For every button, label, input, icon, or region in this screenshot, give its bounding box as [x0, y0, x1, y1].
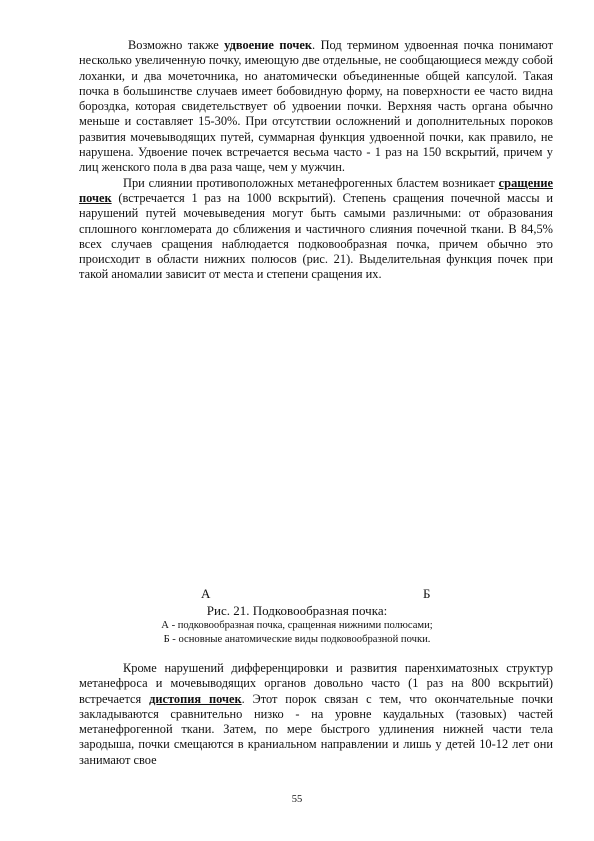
paragraph-kidney-duplication — [79, 38, 553, 176]
paragraph-text: (встречается 1 раз на 1000 вскрытий). Степень сращения почечной массы и нарушений путей мочевыведения могут быть самыми различными: от образования сплошного конгломерата до сближения и частичного слияния почечной ткани. В 84,5% всех случаев сращения наблюдается подковообразная почка, причем обычно это происходит в области нижних полюсов (рис. 21). Выделительная функция почек при такой аномалии зависит от места и степени сращения их. — [79, 190, 553, 282]
paragraph-text: . Этот порок связан с тем, что окончательные почки закладываются сравнительно низко - на уровне каудальных (тазовых) частей метанефрогенной ткани. Затем, по мере быстрого удлинения нижней части тела зародыша, почки смещаются в краниальном направлении и лишь у детей 10-12 лет они занимают свое — [79, 691, 554, 767]
body-text-top — [79, 38, 553, 283]
caption-line-b: Б - основные анатомические виды подковообразной почки. — [163, 634, 431, 645]
figure-label-a: А — [201, 586, 211, 601]
figure-image-area — [79, 360, 553, 580]
page-number: 55 — [291, 794, 303, 805]
caption-title: Рис. 21. Подковообразная почка: — [206, 603, 388, 618]
paragraph-text: Возможно также — [128, 38, 225, 52]
caption-line-a: А - подковообразная почка, сращенная нижними полюсами; — [161, 620, 433, 631]
body-text-bottom — [79, 661, 553, 768]
term-kidney-duplication: удвоение почек — [224, 38, 313, 52]
paragraph-kidney-dystopia — [79, 661, 553, 768]
paragraph-text: При слиянии противоположных метанефрогенных бластем возникает — [123, 175, 499, 190]
figure-labels — [0, 586, 594, 602]
term-kidney-dystopia: дистопия почек — [149, 691, 242, 706]
paragraph-text: . Под термином удвоенная почка понимают несколько увеличенную почку, имеющую две отдельные, не сообщающиеся между собой лоханки, и два мочеточника, но анатомически объединенные общей капсулой. Такая почка в большинстве случаев имеет бобовидную форму, на поверхности ее часто видна бороздка, которая свидетельствует об удвоении почки. Верхняя часть органа обычно меньше и составляет 15-30%. При отсутствии осложнений и дополнительных пороков развития мочевыводящих путей, суммарная функция удвоенной почки, как правило, не нарушена. Удвоение почек встречается весьма часто - 1 раз на 150 вскрытий, причем у лиц женского пола в два раза чаще, чем у мужчин. — [79, 38, 553, 175]
paragraph-text: Кроме нарушений дифференцировки и развития паренхиматозных структур метанефроса и мочевыводящих органов довольно часто (1 раз на 800 вскрытий) встречается — [79, 661, 553, 706]
term-kidney-fusion: сращение почек — [79, 175, 553, 205]
figure-caption — [0, 602, 594, 647]
figure-label-b: Б — [423, 586, 431, 601]
paragraph-kidney-fusion — [79, 176, 553, 283]
